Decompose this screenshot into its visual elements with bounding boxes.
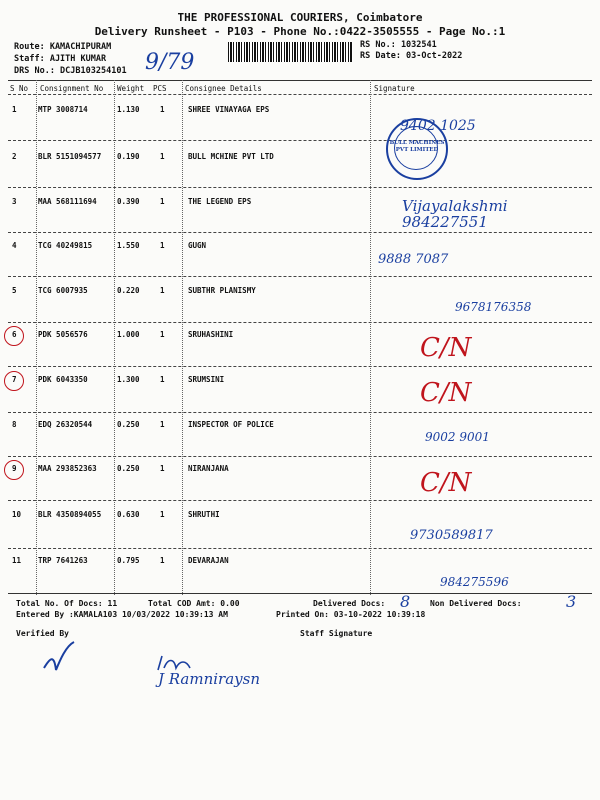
col-weight: Weight xyxy=(117,84,145,93)
row-sno: 8 xyxy=(12,420,17,429)
row-pcs: 1 xyxy=(160,286,165,295)
total-docs: Total No. Of Docs: 11 xyxy=(16,599,118,608)
row-consignee: INSPECTOR OF POLICE xyxy=(188,420,274,429)
row-sno: 6 xyxy=(12,330,17,339)
staff-signature-name: J Ramniraysn xyxy=(158,670,260,688)
row-weight: 0.250 xyxy=(117,420,140,429)
verified-by-label: Verified By xyxy=(16,629,69,638)
delivered-docs: Delivered Docs: xyxy=(313,599,386,608)
table-header-rule xyxy=(8,94,592,95)
row-signature: Vijayalakshmi 984227551 xyxy=(402,197,508,231)
printed-on: Printed On: 03-10-2022 10:39:18 xyxy=(276,610,426,619)
row-consignment: MAA 293852363 xyxy=(38,464,97,473)
row-sno: 1 xyxy=(12,105,17,114)
row-pcs: 1 xyxy=(160,510,165,519)
row-weight: 1.130 xyxy=(117,105,140,114)
row-weight: 1.550 xyxy=(117,241,140,250)
row-rule xyxy=(8,500,592,501)
row-pcs: 1 xyxy=(160,105,165,114)
row-signature: 9402 1025 xyxy=(400,118,476,134)
row-consignee: NIRANJANA xyxy=(188,464,229,473)
row-pcs: 1 xyxy=(160,420,165,429)
col-divider xyxy=(182,80,183,595)
row-pcs: 1 xyxy=(160,464,165,473)
runsheet-subtitle: Delivery Runsheet - P103 - Phone No.:0422-3505555 - Page No.:1 xyxy=(94,25,506,38)
row-consignment: BLR 4350894055 xyxy=(38,510,102,519)
row-consignee: GUGN xyxy=(188,241,207,250)
row-weight: 1.000 xyxy=(117,330,140,339)
row-sno: 10 xyxy=(12,510,22,519)
company-stamp xyxy=(386,118,448,180)
row-consignee: SUBTHR PLANISMY xyxy=(188,286,256,295)
col-consignment: Consignment No xyxy=(40,84,104,93)
col-divider xyxy=(114,80,115,595)
barcode xyxy=(228,42,353,62)
row-sno: 5 xyxy=(12,286,17,295)
row-rule xyxy=(8,366,592,367)
col-consignee: Consignee Details xyxy=(185,84,262,93)
row-consignment: TCG 6007935 xyxy=(38,286,88,295)
row-sno: 7 xyxy=(12,375,17,384)
row-signature: C/N xyxy=(420,468,472,498)
row-sno: 2 xyxy=(12,152,17,161)
row-pcs: 1 xyxy=(160,197,165,206)
row-sno: 4 xyxy=(12,241,17,250)
row-pcs: 1 xyxy=(160,241,165,250)
row-pcs: 1 xyxy=(160,152,165,161)
col-sno: S No xyxy=(10,84,29,93)
row-consignee: SRUMSINI xyxy=(188,375,225,384)
row-signature: 9002 9001 xyxy=(425,430,490,444)
row-rule xyxy=(8,232,592,233)
row-consignee: SRUHASHINI xyxy=(188,330,234,339)
row-weight: 0.190 xyxy=(117,152,140,161)
row-consignment: MAA 568111694 xyxy=(38,197,97,206)
staff: Staff: AJITH KUMAR xyxy=(14,54,107,64)
col-divider xyxy=(370,80,371,595)
col-signature: Signature xyxy=(374,84,415,93)
table-top-rule xyxy=(8,80,592,81)
row-signature: 9888 7087 xyxy=(378,252,449,267)
row-pcs: 1 xyxy=(160,330,165,339)
row-rule xyxy=(8,412,592,413)
rs-date: RS Date: 03-Oct-2022 xyxy=(360,51,463,61)
row-consignment: TCG 40249815 xyxy=(38,241,93,250)
row-consignee: SHREE VINAYAGA EPS xyxy=(188,105,270,114)
row-consignment: PDK 6043350 xyxy=(38,375,88,384)
row-consignment: MTP 3008714 xyxy=(38,105,88,114)
row-rule xyxy=(8,187,592,188)
row-signature: 9730589817 xyxy=(410,528,493,543)
row-rule xyxy=(8,140,592,141)
row-pcs: 1 xyxy=(160,375,165,384)
row-pcs: 1 xyxy=(160,556,165,565)
row-rule xyxy=(8,548,592,549)
row-consignee: BULL MCHINE PVT LTD xyxy=(188,152,274,161)
total-cod: Total COD Amt: 0.00 xyxy=(148,599,240,608)
stamp-text: BULL MACHINES PVT LIMITED xyxy=(389,140,445,153)
row-consignment: BLR 5151094577 xyxy=(38,152,102,161)
row-signature: C/N xyxy=(420,378,472,408)
row-weight: 0.220 xyxy=(117,286,140,295)
row-sno: 11 xyxy=(12,556,22,565)
row-consignee: THE LEGEND EPS xyxy=(188,197,252,206)
verifier-signature xyxy=(40,640,80,680)
row-consignee: SHRUTHI xyxy=(188,510,220,519)
non-delivered-docs: Non Delivered Docs: xyxy=(430,599,522,608)
col-divider xyxy=(36,80,37,595)
table-bottom-rule xyxy=(8,593,592,594)
company-title: THE PROFESSIONAL COURIERS, Coimbatore xyxy=(177,11,423,24)
row-sno: 9 xyxy=(12,464,17,473)
row-signature: C/N xyxy=(420,333,472,363)
drs-number: DRS No.: DCJB103254101 xyxy=(14,66,127,76)
row-weight: 0.630 xyxy=(117,510,140,519)
row-weight: 0.250 xyxy=(117,464,140,473)
handwritten-count: 9/79 xyxy=(145,50,195,75)
delivered-docs-handwritten: 8 xyxy=(400,592,411,611)
row-weight: 1.300 xyxy=(117,375,140,384)
row-rule xyxy=(8,276,592,277)
col-pcs: PCS xyxy=(153,84,167,93)
non-delivered-docs-handwritten: 3 xyxy=(566,592,577,611)
row-weight: 0.795 xyxy=(117,556,140,565)
route: Route: KAMACHIPURAM xyxy=(14,42,112,52)
row-rule xyxy=(8,322,592,323)
entered-by: Entered By :KAMALA103 10/03/2022 10:39:13 AM xyxy=(16,610,228,619)
row-consignee: DEVARAJAN xyxy=(188,556,229,565)
row-consignment: TRP 7641263 xyxy=(38,556,88,565)
row-weight: 0.390 xyxy=(117,197,140,206)
row-consignment: EDQ 26320544 xyxy=(38,420,93,429)
staff-signature-label: Staff Signature xyxy=(300,629,373,638)
row-rule xyxy=(8,456,592,457)
rs-number: RS No.: 1032541 xyxy=(360,40,437,50)
row-consignment: PDK 5056576 xyxy=(38,330,88,339)
row-sno: 3 xyxy=(12,197,17,206)
row-signature: 984275596 xyxy=(440,575,509,589)
row-signature: 9678176358 xyxy=(455,300,532,314)
